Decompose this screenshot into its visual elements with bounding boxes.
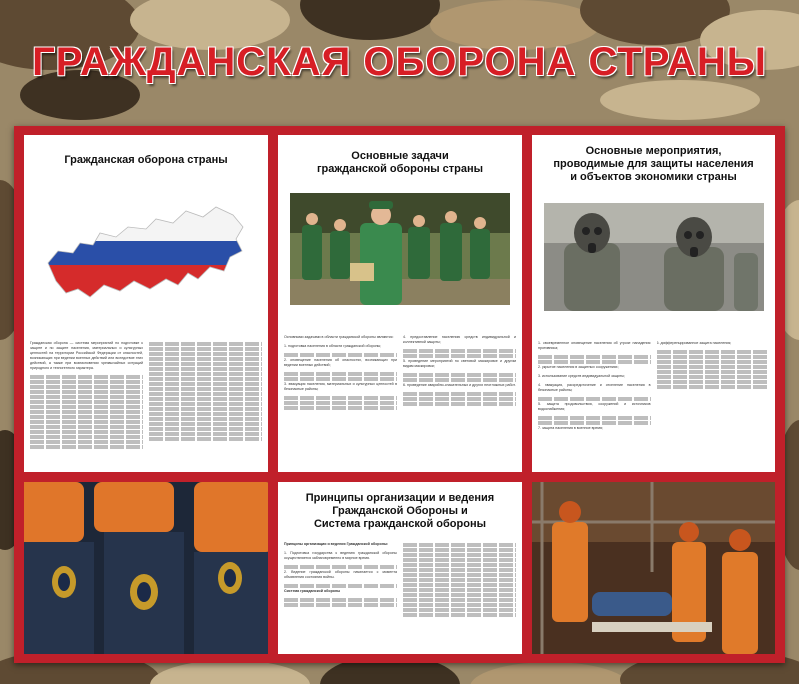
task-item-6: 6. проведение аварийно-спасательных и других неотложных работ. bbox=[403, 383, 516, 387]
measure-item-2: 2. укрытие населения в защитных сооружениях; bbox=[538, 365, 619, 369]
panel-principles bbox=[278, 482, 522, 654]
panel-title-civil-defense: Гражданская оборона страны bbox=[64, 154, 228, 166]
task-item-5: 5. проведение мероприятий по световой маскировке и другим видам маскировки; bbox=[403, 359, 516, 368]
task-item-3: 3. эвакуация населения, материальных и культурных ценностей в безопасные районы; bbox=[284, 382, 397, 391]
panel-firefighters-photo bbox=[532, 482, 775, 654]
main-measures-text bbox=[538, 341, 769, 469]
panel-main-measures bbox=[532, 135, 775, 472]
panel-main-tasks bbox=[278, 135, 522, 472]
main-tasks-intro: Основными задачами в области гражданской обороны являются: bbox=[284, 335, 394, 339]
principles-subtitle: Принципы организации и ведения Гражданской обороны: bbox=[284, 542, 389, 546]
panel-title-main-measures: Основные мероприятия, проводимые для защиты населения и объектов экономики страны bbox=[553, 145, 754, 183]
panel-title-principles: Принципы организации и ведения Гражданской Обороны и Система гражданской обороны bbox=[305, 492, 495, 530]
task-item-1: 1. подготовка населения в области гражданской обороны; bbox=[284, 344, 382, 348]
gas-mask-photo bbox=[544, 203, 764, 311]
measure-item-7: 7. защита населения в военное время; bbox=[538, 426, 603, 430]
firefighters-photo bbox=[532, 482, 775, 654]
task-item-4: 4. предоставление населению средств индивидуальной и коллективной защиты; bbox=[403, 335, 516, 344]
page-title: ГРАЖДАНСКАЯ ОБОРОНА СТРАНЫ bbox=[32, 40, 767, 84]
measure-item-4: 4. эвакуация, рассредоточение и отселение населения в безопасные районы; bbox=[538, 383, 651, 392]
panel-title-main-tasks: Основные задачи гражданской обороны страны bbox=[316, 150, 484, 175]
rescue-team-photo bbox=[290, 193, 510, 305]
civil-defense-body: Гражданская оборона — система мероприятий по подготовке к защите и по защите населения, материальных и культурных ценностей на территории Российской Федерации от опасностей, возникающих при ведении военных действий или вследствие этих действий, а также при возникновении чрезвычайных ситуаций природного и техногенного характера. bbox=[30, 341, 143, 370]
principle-item-2: 2. Ведение гражданской обороны начинается с момента объявления состояния войны. bbox=[284, 570, 397, 579]
task-item-2: 2. оповещение населения об опасностях, возникающих при ведении военных действий; bbox=[284, 358, 397, 367]
principle-system-heading: Система гражданской обороны bbox=[284, 589, 341, 593]
russia-flag-map bbox=[38, 193, 250, 308]
stand-board bbox=[14, 126, 785, 663]
panel-civil-defense bbox=[24, 135, 268, 472]
rescuers-uniform-photo bbox=[24, 482, 268, 654]
panel-emergency-photo bbox=[24, 482, 268, 654]
measure-item-3: 3. использование средств индивидуальной защиты; bbox=[538, 374, 625, 378]
measure-item-6: 6. дифференцированное защита населения; bbox=[656, 341, 732, 345]
measure-item-5: 5. защита продовольствия, сооружений и источников водоснабжения; bbox=[538, 402, 651, 411]
civil-defense-text bbox=[30, 341, 262, 469]
principles-text bbox=[284, 542, 516, 650]
measure-item-1: 1. своевременное оповещение населения об угрозе нападения противника; bbox=[538, 341, 651, 350]
principle-item-1: 1. Подготовка государства к ведению гражданской обороны осуществляется заблаговременно в мирное время. bbox=[284, 551, 397, 560]
main-tasks-text bbox=[284, 335, 516, 469]
